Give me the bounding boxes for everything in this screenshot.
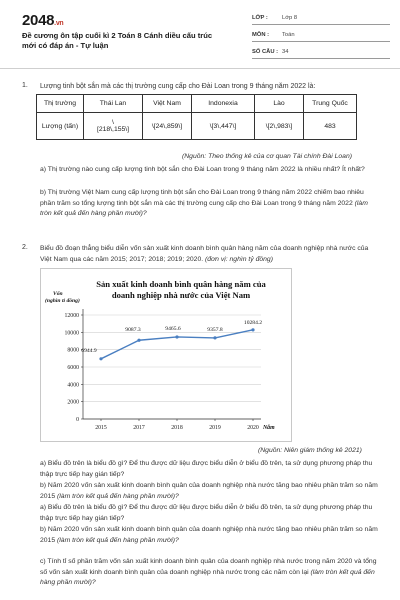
q1-source: (Nguồn: Theo thống kê của cơ quan Tài chính Đài Loan) (182, 153, 352, 160)
q2-part-2 (40, 481, 382, 502)
table-header-cell: Việt Nam (143, 95, 192, 113)
y-tick-label: 0 (76, 417, 79, 423)
series-line (101, 330, 253, 359)
q2-part-4 (40, 525, 382, 546)
table-cell: \[2\,983\] (255, 113, 304, 140)
y-tick-label: 10000 (64, 330, 79, 337)
site-logo[interactable] (22, 12, 63, 29)
table-cell: 483 (304, 113, 357, 140)
x-axis-label: Năm (263, 425, 275, 431)
chart-title: doanh nghiệp nhà nước của Việt Nam (111, 290, 251, 300)
table-header-cell: Indonexia (192, 95, 255, 113)
table-header-cell: Lào (255, 95, 304, 113)
table-row (37, 113, 357, 140)
meta-key: MÔN : (252, 31, 270, 38)
table-cell: \[24\,859\] (143, 113, 192, 140)
y-tick-label: 8000 (67, 347, 79, 354)
line-chart (40, 268, 292, 442)
data-point (99, 357, 102, 360)
data-label: 9465.6 (165, 325, 181, 332)
x-tick-label: 2020 (247, 425, 259, 431)
table-header-cell: Trung Quốc (304, 95, 357, 113)
q2-part-hint: (làm tròn kết quả đến hàng phần mười)? (40, 568, 375, 586)
q2-part-5 (40, 557, 382, 589)
x-tick-label: 2019 (209, 425, 221, 431)
x-tick-label: 2015 (95, 425, 107, 431)
q2-part-text: a) Biểu đồ trên là biểu đồ gì? Để thu được dữ liệu được biểu diễn ở biểu đồ trên, ta sử dụng phương pháp thu thập trực tiếp hay gián tiếp? (40, 504, 373, 522)
q2-part-hint: (làm tròn kết quả đến hàng phần mười)? (57, 536, 179, 544)
table-cell: \[3\,447\] (192, 113, 255, 140)
table-cell (84, 113, 143, 140)
y-tick-label: 4000 (67, 382, 79, 389)
meta-key: SỐ CÂU : (252, 48, 279, 55)
table-cell-line: [218\,155\] (96, 126, 130, 133)
logo-tld: .vn (54, 20, 64, 27)
meta-row-subject (252, 28, 390, 42)
data-point (213, 336, 216, 339)
q1-part-b-hint: (làm tròn kết quả đến hàng phần mười)? (40, 199, 368, 217)
meta-value: 34 (282, 48, 289, 55)
page-header (0, 0, 400, 62)
q2-part-text: b) Năm 2020 vốn sản xuất kinh doanh bình quân của doanh nghiệp nhà nước tăng bao nhiêu phần trăm so năm 2015 (40, 482, 378, 500)
question-1-number: 1. (22, 82, 28, 89)
table-header-cell: Thái Lan (84, 95, 143, 113)
question-2-number: 2. (22, 244, 28, 251)
x-tick-label: 2017 (133, 425, 145, 431)
chart-title: Sản xuất kinh doanh bình quân hàng năm của (96, 279, 266, 289)
table-header-cell: Thị trường (37, 95, 84, 113)
q1-part-a: a) Thị trường nào cung cấp lượng tinh bột sắn cho Đài Loan trong 9 tháng năm 2022 là nhiều nhất? Ít nhất? (40, 166, 365, 173)
question-1-text: Lượng tinh bột sắn mà các thị trường cung cấp cho Đài Loan trong 9 tháng năm 2022 là: (40, 83, 316, 90)
q2-part-1 (40, 459, 382, 480)
y-axis-label: (nghìn tỉ đồng) (45, 298, 80, 304)
header-divider (0, 68, 400, 69)
y-tick-label: 12000 (64, 313, 79, 319)
data-label: 6944.9 (81, 347, 97, 354)
logo-text: 2048 (22, 12, 55, 29)
question-2-body: Biểu đồ đoạn thẳng biểu diễn vốn sản xuất kinh doanh bình quân hàng năm của doanh nghiệp nhà nước của Việt Nam qua các năm 2015; 2017; 2018; 2019; 2020. (40, 245, 369, 263)
data-point (137, 339, 140, 342)
meta-box (252, 11, 390, 62)
table-cell: Lượng (tấn) (37, 113, 84, 140)
q2-part-text: a) Biểu đồ trên là biểu đồ gì? Để thu được dữ liệu được biểu diễn ở biểu đồ trên, ta sử dụng phương pháp thu thập trực tiếp hay gián tiếp? (40, 460, 373, 478)
document-title: Đề cương ôn tập cuối kì 2 Toán 8 Cánh diều cấu trúc mới có đáp án - Tự luận (22, 31, 213, 50)
q2-source: (Nguồn: Niên giám thống kê 2021) (258, 447, 362, 454)
q1-table (36, 94, 357, 140)
meta-key: LỚP : (252, 14, 268, 21)
q1-part-b-text: b) Thị trường Việt Nam cung cấp lượng tinh bột sắn cho Đài Loan trong 9 tháng năm 2022 chiếm bao nhiêu phần trăm so tổng lượng tinh bột sắn mà các thị trường cung cấp cho Đài Loan trong 9 tháng năm 2022 (40, 189, 364, 207)
meta-row-grade (252, 11, 390, 25)
table-header-row (37, 95, 357, 113)
q2-part-hint: (làm tròn kết quả đến hàng phần mười)? (57, 492, 179, 500)
data-point (251, 328, 254, 331)
q1-part-b (40, 188, 380, 220)
question-2-text (40, 244, 380, 265)
data-label: 9357.8 (207, 326, 223, 333)
meta-value: Lớp 8 (282, 14, 298, 21)
x-tick-label: 2018 (171, 425, 183, 431)
y-axis-label: Vốn (53, 291, 63, 297)
meta-value: Toán (282, 31, 295, 38)
data-label: 10284.2 (243, 319, 263, 326)
meta-row-count (252, 45, 390, 59)
q2-part-text: c) Tính tỉ số phần trăm vốn sản xuất kinh doanh bình quân của doanh nghiệp nhà nước trong năm 2020 và tổng số vốn sản xuất kinh doanh bình quân của doanh nghiệp nhà nước trong các năm còn lại (40, 558, 377, 576)
y-tick-label: 2000 (67, 399, 79, 406)
q2-part-3 (40, 503, 382, 524)
q2-part-text: b) Năm 2020 vốn sản xuất kinh doanh bình quân của doanh nghiệp nhà nước tăng bao nhiêu phần trăm so năm 2015 (40, 526, 378, 544)
chart-svg (41, 269, 291, 441)
data-label: 9087.3 (125, 327, 141, 334)
question-2-unit: (đơn vị: nghìn tỷ đồng) (205, 255, 273, 263)
table-cell-line: \ (112, 119, 114, 126)
data-point (175, 335, 178, 338)
y-tick-label: 6000 (67, 365, 79, 371)
